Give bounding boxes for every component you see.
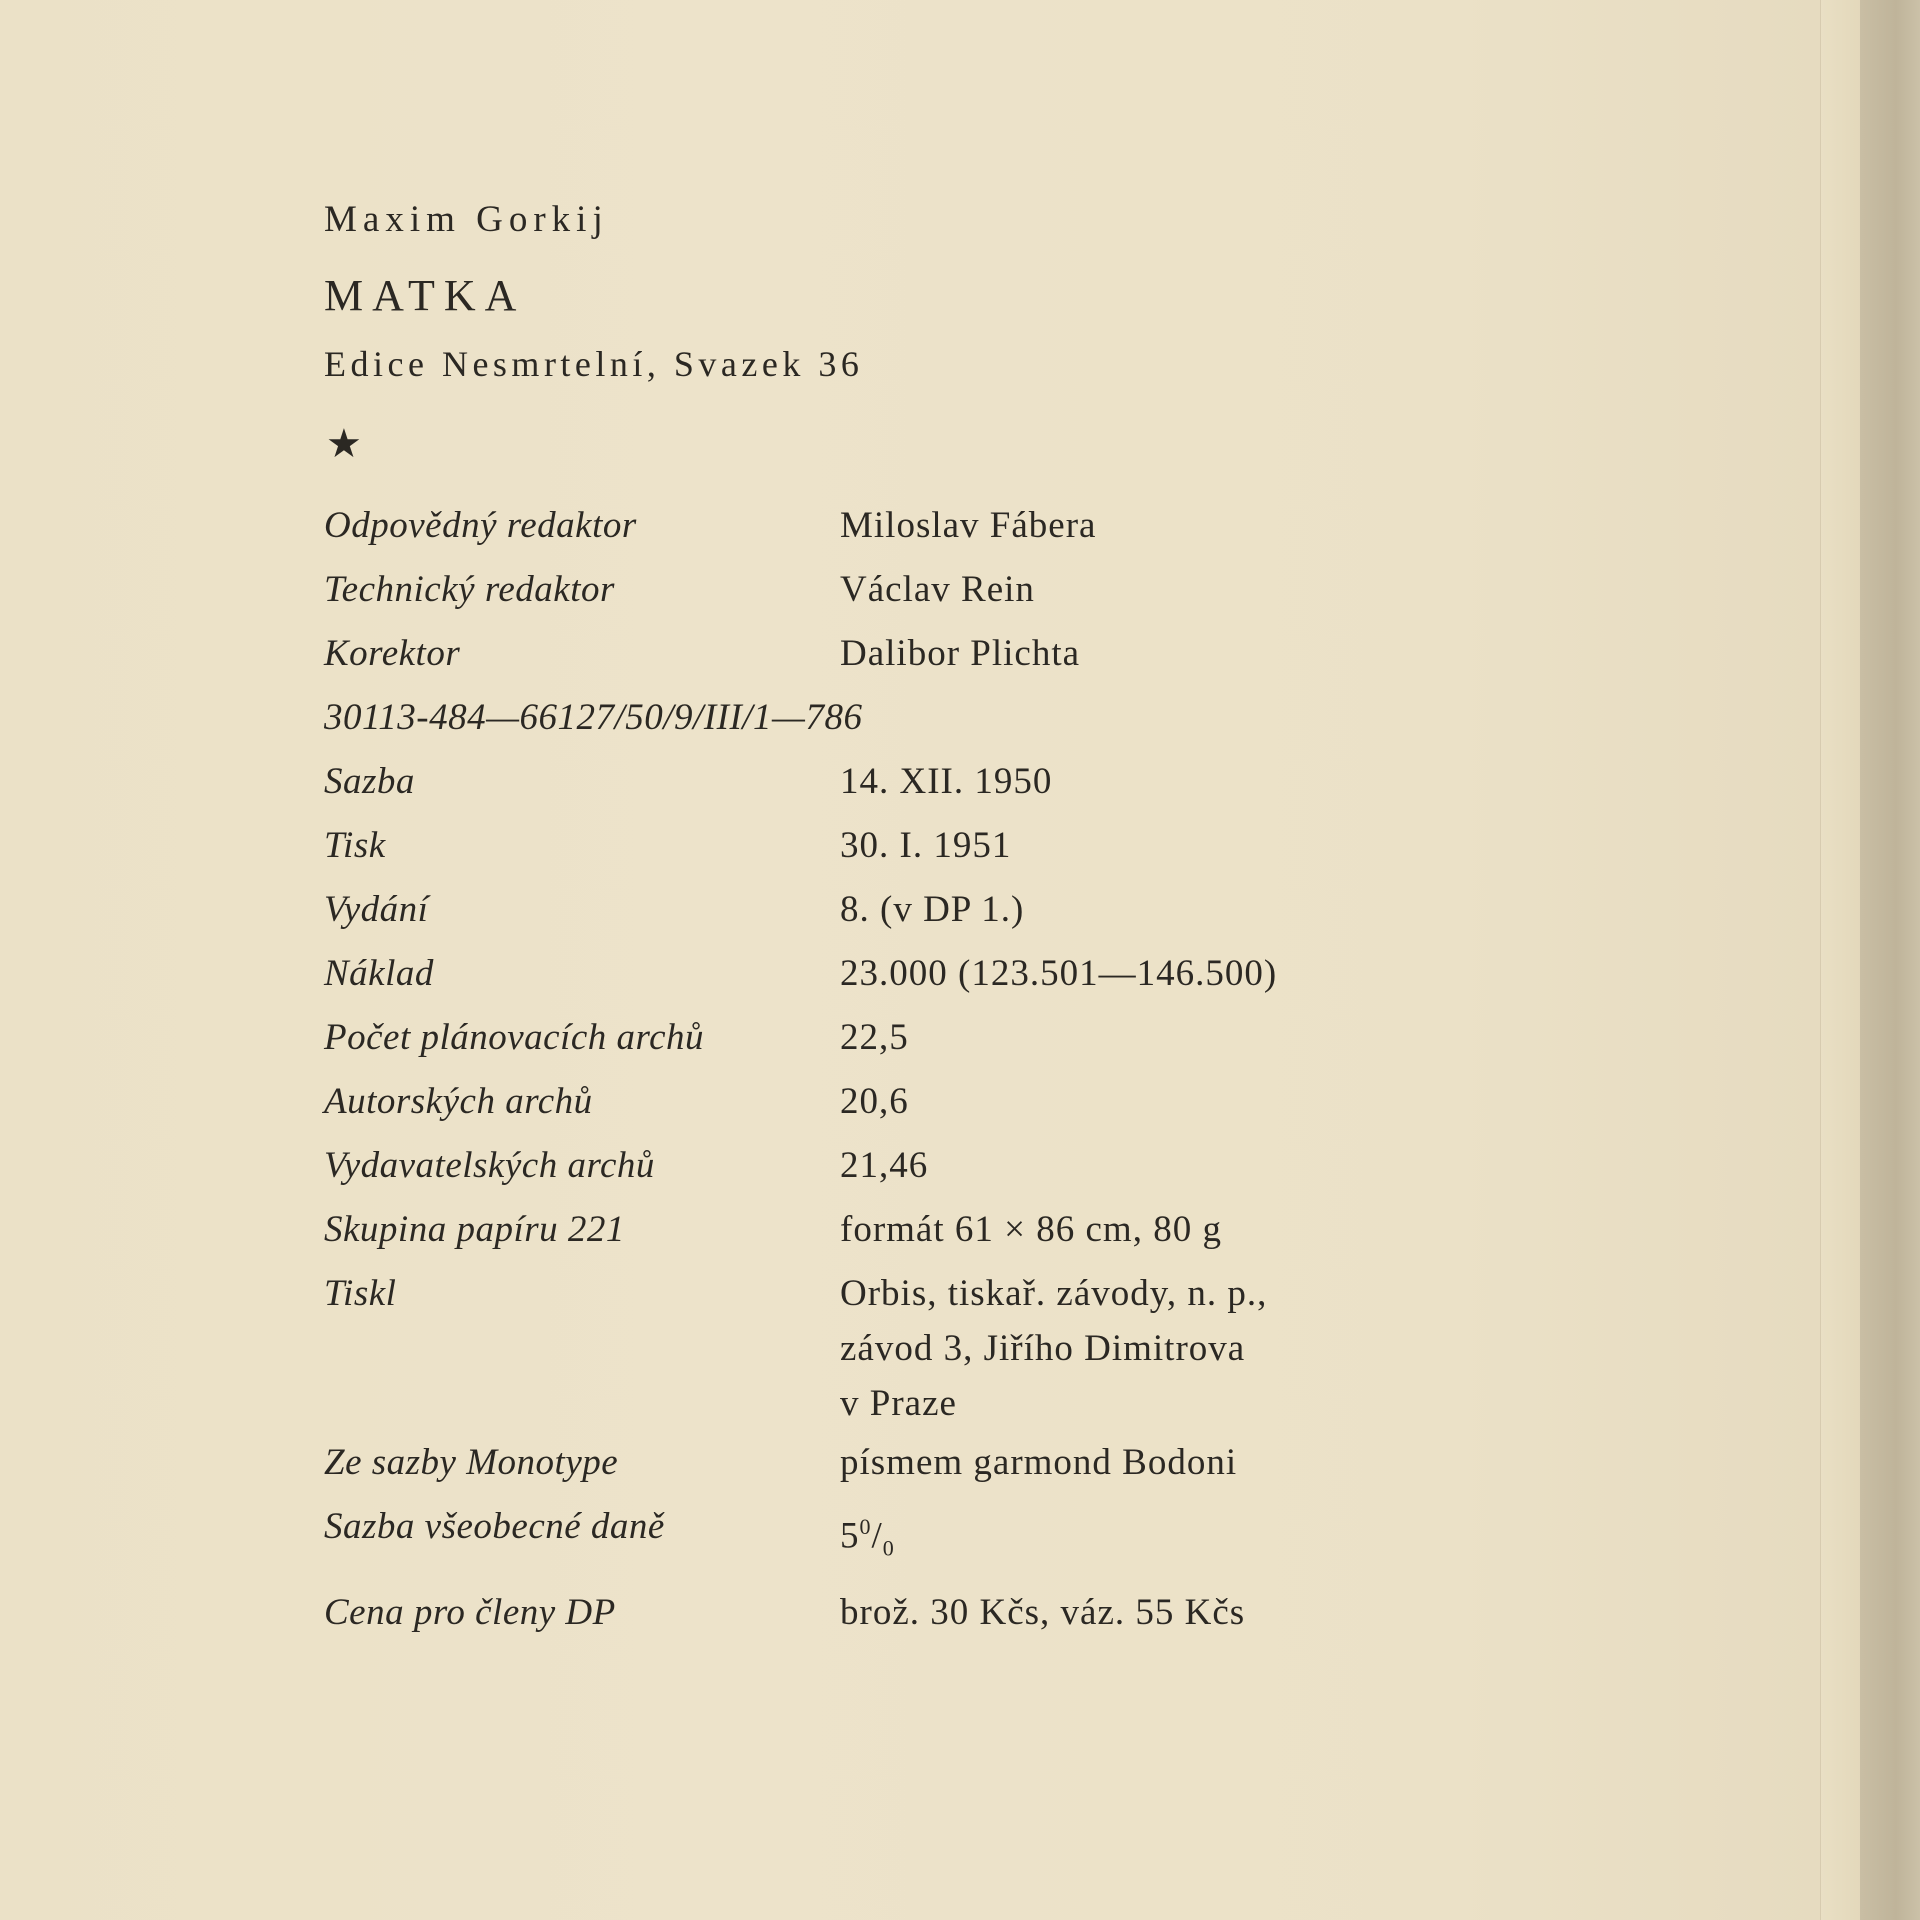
colophon-row-font [324,1431,1424,1495]
colophon-block [324,190,1424,1645]
row-label: Tisk [324,825,386,866]
row-label: Cena pro členy DP [324,1591,616,1633]
row-label: Náklad [324,953,434,994]
printer-line-3: v Praze [840,1383,957,1424]
row-label: Autorských archů [324,1081,593,1122]
row-label: Sazba všeobecné daně [324,1506,665,1547]
row-value: $5^0/_0$ [840,1514,895,1561]
colophon-row-proofreader [324,622,1424,686]
colophon-row-tech-editor [324,558,1424,622]
colophon-row-edition [324,878,1424,942]
row-value: Václav Rein [840,569,1035,610]
row-label: Vydání [324,889,429,930]
row-value: Miloslav Fábera [840,505,1097,546]
row-label: Odpovědný redaktor [324,505,637,546]
tax-number: 5 [840,1515,860,1557]
row-value: brož. 30 Kčs, váz. 55 Kčs [840,1591,1246,1633]
colophon-row-print [324,814,1424,878]
series-line: Edice Nesmrtelní, Svazek 36 [324,344,864,384]
colophon-row-price [324,1581,1424,1645]
printer-line-2: závod 3, Jiřího Dimitrova [840,1328,1246,1369]
row-value: 8. (v DP 1.) [840,889,1025,930]
colophon-row-publisher-sheets [324,1134,1424,1198]
colophon-row-print-run [324,942,1424,1006]
row-label: Technický redaktor [324,569,615,610]
row-value: písmem garmond Bodoni [840,1442,1238,1483]
percent-sub: 0 [882,1535,895,1561]
row-label: Sazba [324,761,415,802]
row-value: formát 61 × 86 cm, 80 g [840,1209,1222,1250]
printer-line-1: Orbis, tiskař. závody, n. p., [840,1273,1268,1314]
colophon-rows [324,494,1424,1645]
colophon-row-paper [324,1198,1424,1262]
author-name: Maxim Gorkij [324,199,609,240]
row-label: Skupina papíru 221 [324,1209,625,1250]
row-label: Počet plánovacích archů [324,1017,705,1058]
row-value-multiline [840,1262,1267,1431]
row-label: Vydavatelských archů [324,1145,655,1186]
colophon-row-tax [324,1495,1424,1581]
row-label: Tiskl [324,1273,397,1314]
colophon-row-catalog-code [324,686,1424,750]
colophon-row-printer [324,1262,1424,1431]
colophon-row-editor [324,494,1424,558]
row-value: Dalibor Plichta [840,633,1081,674]
colophon-row-typesetting [324,750,1424,814]
row-value: 23.000 (123.501—146.500) [840,953,1278,994]
row-value: 22,5 [840,1017,909,1058]
catalog-code: 30113-484—66127/50/9/III/1—786 [324,697,863,738]
row-value: 20,6 [840,1081,909,1122]
book-edge [1860,0,1920,1920]
page-edge [1820,0,1861,1920]
row-label: Korektor [324,633,461,674]
row-label: Ze sazby Monotype [324,1442,619,1483]
percent-sup: 0 [859,1514,872,1539]
colophon-row-author-sheets [324,1070,1424,1134]
colophon-row-planning-sheets [324,1006,1424,1070]
row-value: 30. I. 1951 [840,825,1012,866]
star-separator: ★ [326,421,362,466]
row-value: 21,46 [840,1145,929,1186]
book-title: MATKA [324,271,526,320]
row-value: 14. XII. 1950 [840,761,1053,802]
